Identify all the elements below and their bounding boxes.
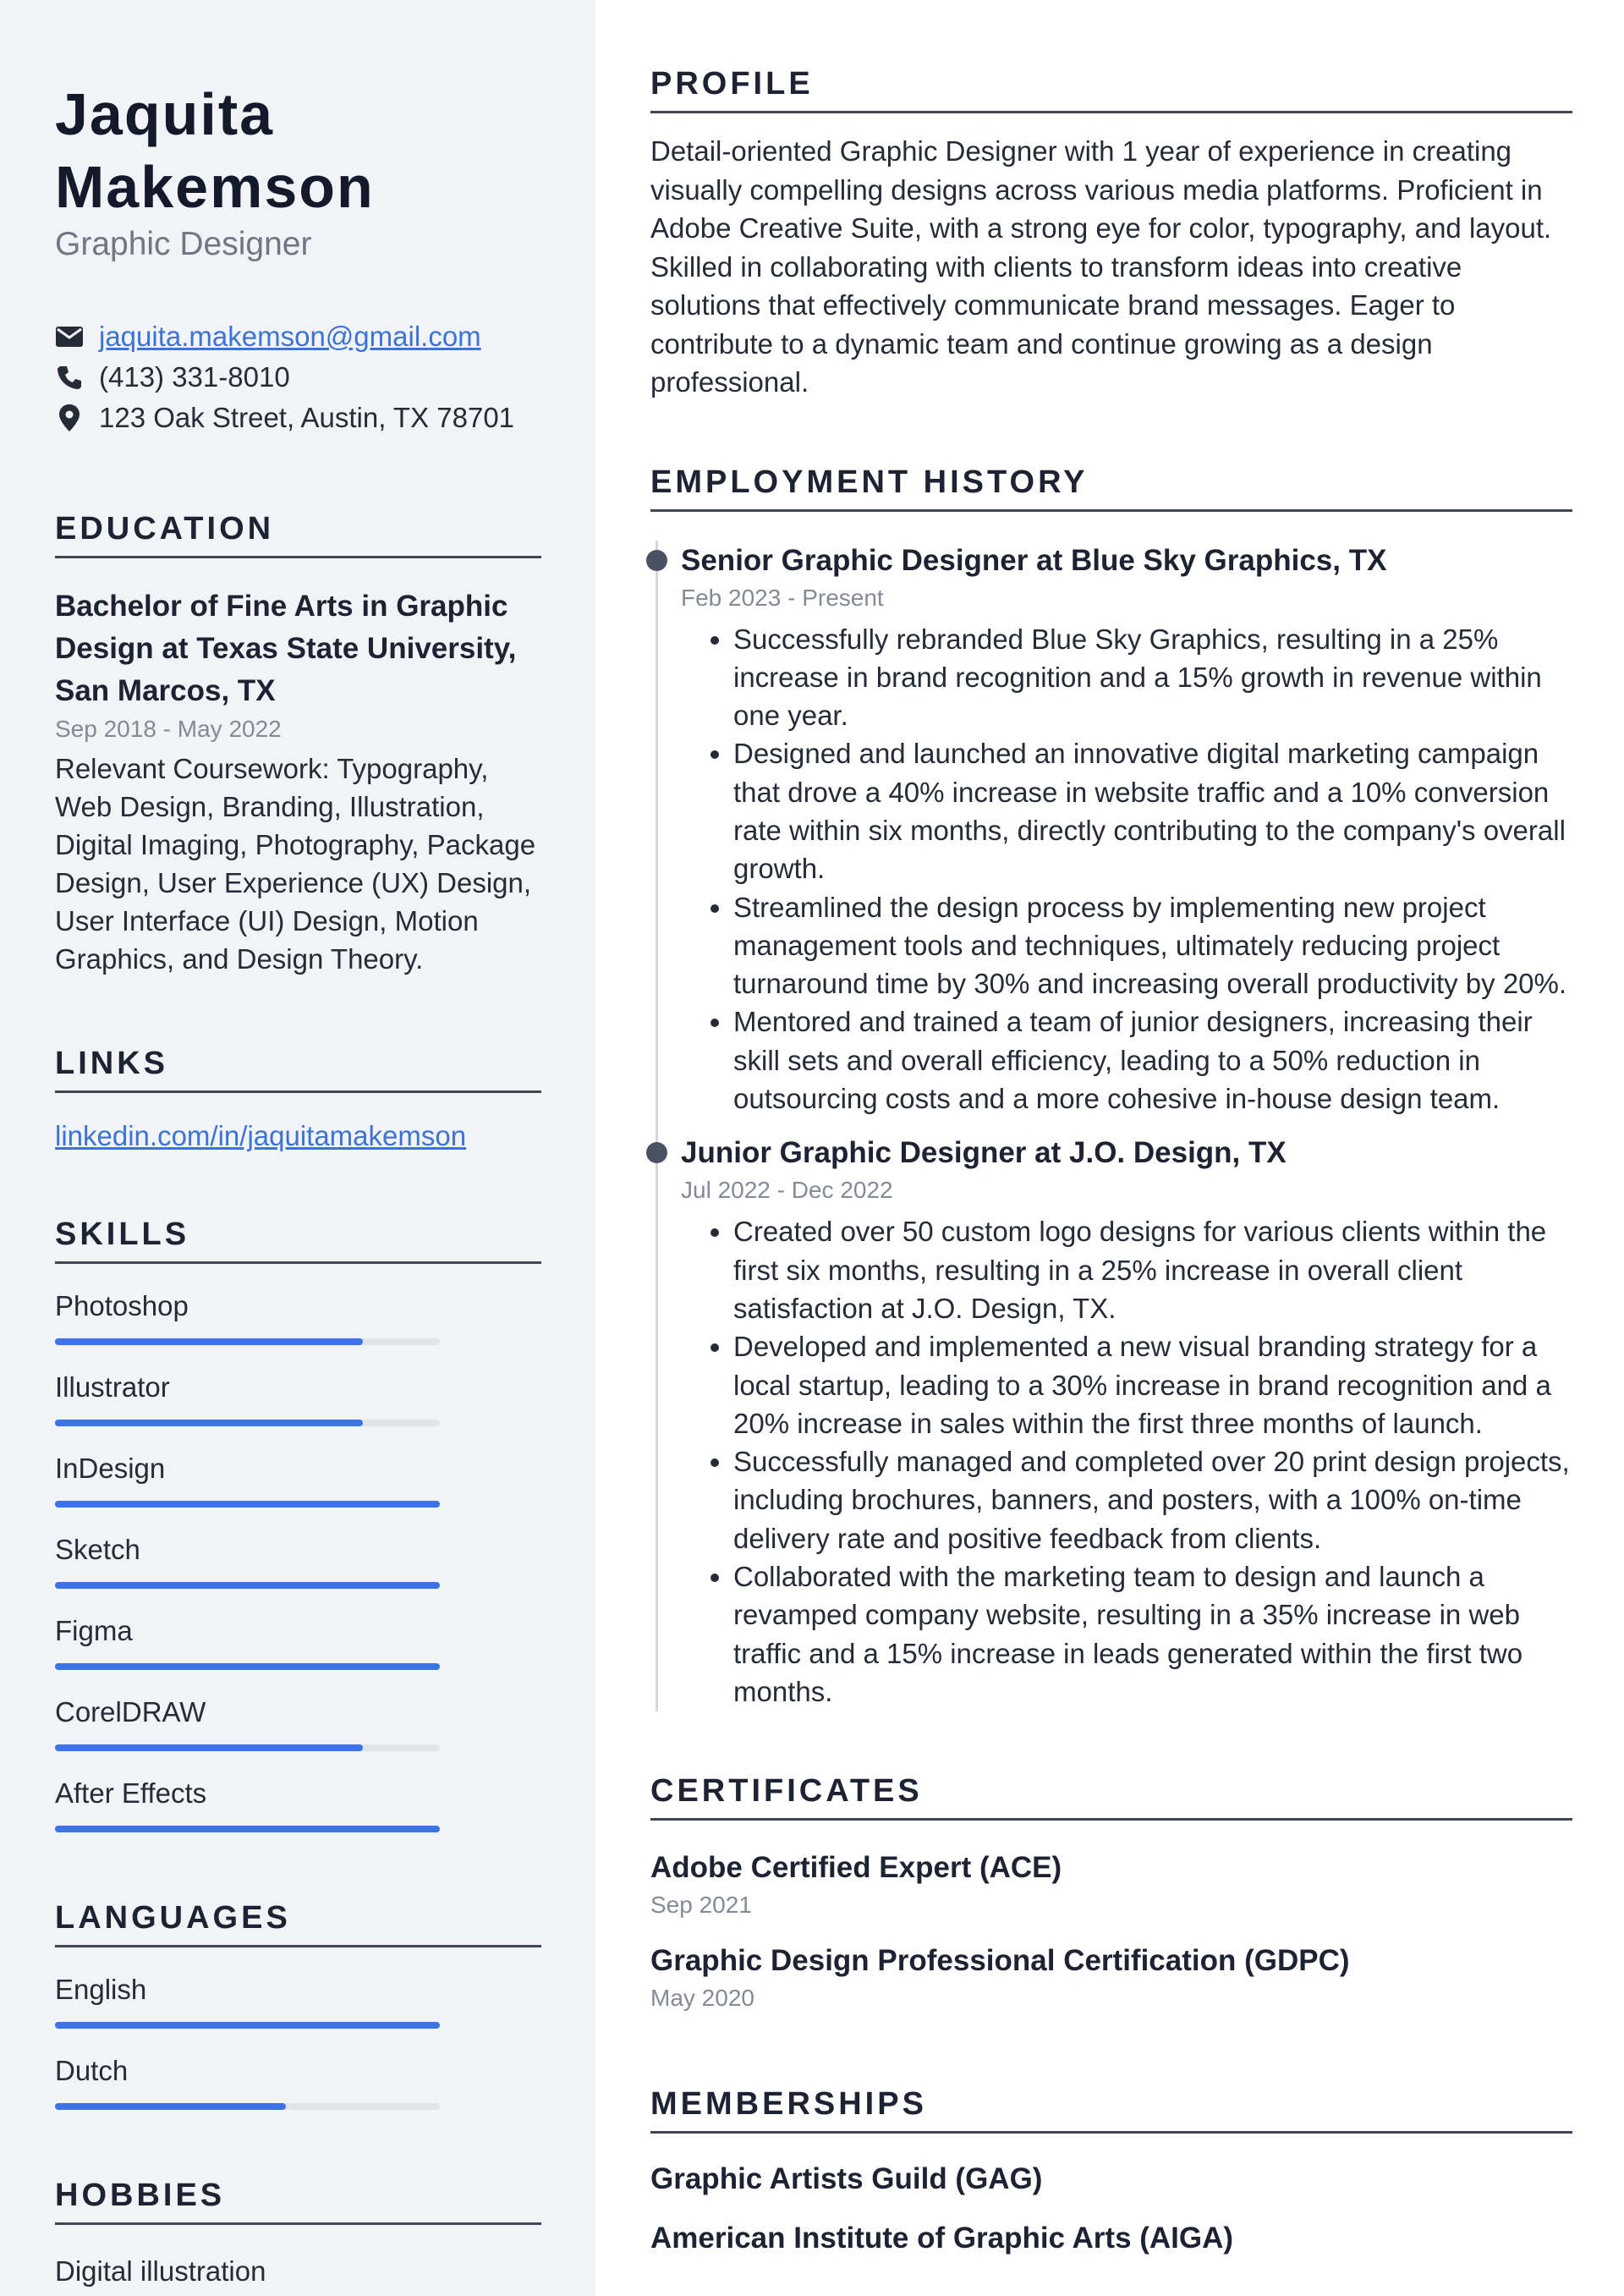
education-heading: EDUCATION	[55, 511, 541, 558]
skill-level-bar	[55, 1420, 440, 1426]
languages-list	[55, 1971, 541, 2110]
contact-email	[55, 316, 541, 357]
skill-item	[55, 1450, 541, 1508]
memberships-section	[650, 2086, 1572, 2259]
education-degree: Bachelor of Fine Arts in Graphic Design at Texas State University, San Marcos, TX	[55, 590, 517, 707]
skill-level-fill	[55, 1582, 440, 1589]
education-coursework: Relevant Coursework: Typography, Web Design, Branding, Illustration, Digital Imaging, Photography, Package Design, User Experience (UX) Design, User Interface (UI) Design, Motion Graphics, and Design Theory.	[55, 753, 536, 975]
membership-item: Graphic Artists Guild (GAG)	[650, 2162, 1043, 2196]
hobby-item: Digital illustration	[55, 2255, 266, 2287]
hobbies-heading: HOBBIES	[55, 2178, 541, 2225]
skill-level-fill	[55, 1420, 363, 1426]
job-dates: Jul 2022 - Dec 2022	[681, 1177, 893, 1204]
certificate-name: Graphic Design Professional Certification (GDPC)	[650, 1944, 1350, 1978]
skill-name: Illustrator	[55, 1371, 170, 1403]
skill-item	[55, 1369, 541, 1426]
skill-level-bar	[55, 1826, 440, 1832]
employment-section	[650, 464, 1572, 1711]
timeline-dot	[646, 1142, 667, 1163]
languages-section	[55, 1900, 541, 2110]
job-dates: Feb 2023 - Present	[681, 584, 884, 611]
skill-level-fill	[55, 1501, 440, 1508]
sidebar	[0, 0, 595, 2296]
job-bullet: • Successfully rebranded Blue Sky Graphics, resulting in a 25% increase in brand recognition and a 15% growth in revenue within one year.	[733, 620, 1572, 735]
skill-level-bar	[55, 1744, 440, 1751]
job-bullet: • Designed and launched an innovative digital marketing campaign that drove a 40% increase in website traffic and a 10% conversion rate within six months, directly contributing to the company's overall growth.	[733, 734, 1572, 887]
skills-list	[55, 1288, 541, 1832]
profile-heading: PROFILE	[650, 66, 1572, 113]
profile-text: Detail-oriented Graphic Designer with 1 year of experience in creating visually compelling designs across various media platforms. Proficient in Adobe Creative Suite, with a strong eye for color, typography, and layout. Skilled in collaborating with clients to transform ideas into creative solutions that effectively communicate brand messages. Eager to contribute to a dynamic team and continue growing as a design professional.	[650, 135, 1552, 398]
skill-item	[55, 1694, 541, 1751]
certificate-name: Adobe Certified Expert (ACE)	[650, 1851, 1062, 1885]
skill-item	[55, 1612, 541, 1670]
linkedin-link[interactable]: linkedin.com/in/jaquitamakemson	[55, 1120, 467, 1151]
skill-level-fill	[55, 1663, 440, 1670]
skill-level-bar	[55, 1663, 440, 1670]
job-bullet: • Mentored and trained a team of junior designers, increasing their skill sets and overall efficiency, leading to a 50% reduction in outsourcing costs and a more cohesive in-house design team.	[733, 1002, 1572, 1118]
language-item	[55, 1971, 541, 2029]
job-title: Graphic Designer	[55, 226, 312, 262]
language-name: English	[55, 1974, 147, 2005]
job-bullet: • Collaborated with the marketing team to design and launch a revamped company website, resulting in a 35% increase in web traffic and a 15% increase in leads generated within the first two months.	[733, 1557, 1572, 1711]
timeline-dot	[646, 550, 667, 571]
contact-address	[55, 398, 541, 438]
job-bullet: • Successfully managed and completed over 20 print design projects, including brochures, banners, and posters, with a 100% on-time delivery rate and positive feedback from clients.	[733, 1442, 1572, 1557]
skill-level-fill	[55, 2022, 440, 2029]
job-entry	[650, 541, 1572, 1118]
skill-item	[55, 1288, 541, 1345]
phone-icon	[55, 363, 84, 392]
main-content	[595, 0, 1624, 2296]
memberships-heading: MEMBERSHIPS	[650, 2086, 1572, 2134]
map-pin-icon	[55, 404, 84, 432]
language-item	[55, 2052, 541, 2110]
skill-name: Sketch	[55, 1534, 140, 1565]
employment-heading: EMPLOYMENT HISTORY	[650, 464, 1572, 512]
skill-level-bar	[55, 2103, 440, 2110]
skill-level-bar	[55, 2022, 440, 2029]
name-last: Makemson	[55, 154, 375, 220]
job-title: Junior Graphic Designer at J.O. Design, TX	[681, 1136, 1287, 1170]
certificates-list	[650, 1848, 1572, 2015]
skill-level-fill	[55, 1744, 363, 1751]
certificate-item	[650, 1848, 1572, 1922]
skill-level-bar	[55, 1338, 440, 1345]
job-bullets	[681, 620, 1572, 1118]
education-section	[55, 511, 541, 978]
job-entry	[650, 1133, 1572, 1711]
skill-level-fill	[55, 1338, 363, 1345]
links-section	[55, 1046, 541, 1152]
contact-list	[55, 316, 541, 438]
jobs-list	[650, 541, 1572, 1711]
skills-heading: SKILLS	[55, 1217, 541, 1264]
certificate-item	[650, 1941, 1572, 2015]
email-link[interactable]: jaquita.makemson@gmail.com	[99, 321, 481, 352]
certificate-date: Sep 2021	[650, 1892, 752, 1919]
skill-name: After Effects	[55, 1777, 207, 1809]
skill-item	[55, 1775, 541, 1832]
skill-name: InDesign	[55, 1453, 166, 1484]
membership-item: American Institute of Graphic Arts (AIGA)	[650, 2222, 1234, 2255]
skill-level-fill	[55, 2103, 286, 2110]
skill-level-bar	[55, 1501, 440, 1508]
skill-name: Photoshop	[55, 1290, 189, 1321]
contact-phone	[55, 357, 541, 398]
certificates-heading: CERTIFICATES	[650, 1773, 1572, 1821]
phone-text: (413) 331-8010	[99, 361, 290, 393]
skill-name: Figma	[55, 1615, 133, 1646]
skill-item	[55, 1531, 541, 1589]
address-text: 123 Oak Street, Austin, TX 78701	[99, 402, 515, 433]
job-bullets	[681, 1212, 1572, 1711]
education-dates: Sep 2018 - May 2022	[55, 716, 282, 742]
envelope-icon	[55, 322, 84, 351]
skill-level-bar	[55, 1582, 440, 1589]
skill-name: CorelDRAW	[55, 1696, 206, 1727]
language-name: Dutch	[55, 2055, 129, 2086]
job-bullet: • Created over 50 custom logo designs for various clients within the first six months, resulting in a 25% increase in overall client satisfaction at J.O. Design, TX.	[733, 1212, 1572, 1327]
skills-section	[55, 1217, 541, 1832]
job-bullet: • Developed and implemented a new visual branding strategy for a local startup, leading to a 30% increase in brand recognition and a 20% increase in sales within the first three months of launch.	[733, 1327, 1572, 1442]
hobbies-section	[55, 2178, 541, 2290]
languages-heading: LANGUAGES	[55, 1900, 541, 1947]
profile-section	[650, 66, 1572, 402]
links-heading: LINKS	[55, 1046, 541, 1093]
memberships-list	[650, 2159, 1572, 2259]
job-title: Senior Graphic Designer at Blue Sky Graphics, TX	[681, 543, 1387, 577]
certificates-section	[650, 1773, 1572, 2015]
certificate-date: May 2020	[650, 1985, 754, 2012]
name-first: Jaquita	[55, 81, 275, 147]
skill-level-fill	[55, 1826, 440, 1832]
job-bullet: • Streamlined the design process by implementing new project management tools and techniques, ultimately reducing project turnaround time by 30% and increasing overall productivity by 20%.	[733, 888, 1572, 1003]
